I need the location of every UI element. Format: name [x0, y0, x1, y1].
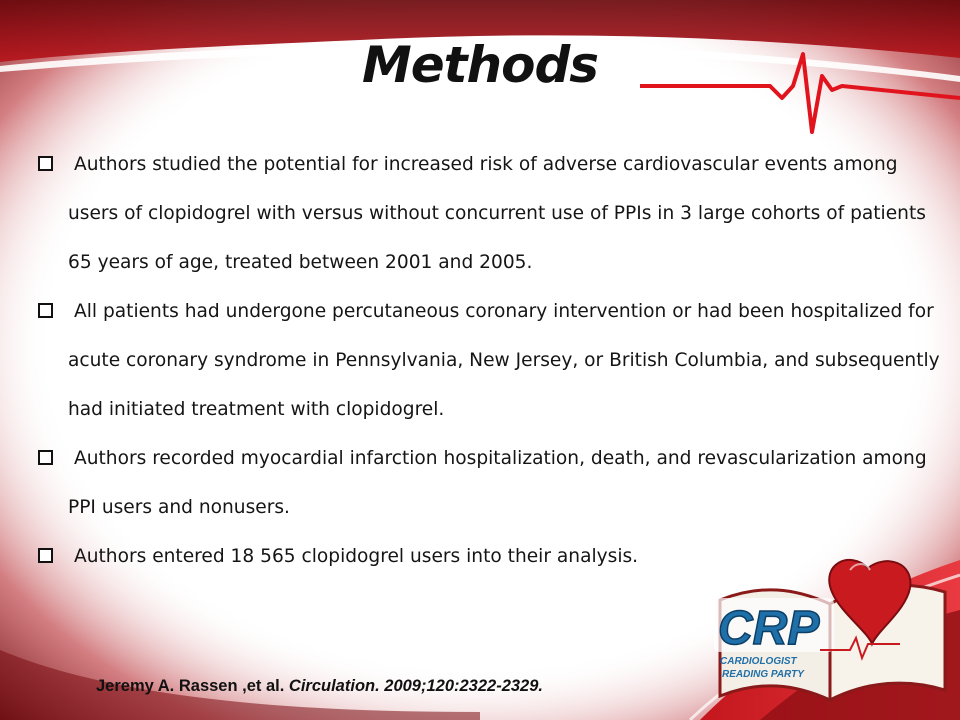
bullet-list: [36, 140, 940, 581]
bullet-text: Authors recorded myocardial infarction hospitalization, death, and revascularization among PPI users and nonusers.: [68, 448, 927, 518]
logo-subtitle-2: READING PARTY: [722, 669, 804, 680]
citation-journal: Circulation.: [288, 677, 380, 695]
bullet-item: [36, 434, 940, 532]
logo-subtitle-1: CARDIOLOGIST: [720, 656, 797, 667]
square-bullet-icon: [38, 548, 53, 563]
square-bullet-icon: [38, 156, 53, 171]
crp-logo: [700, 540, 960, 710]
bullet-text: Authors studied the potential for increased risk of adverse cardiovascular events among users of clopidogrel with versus without concurrent use of PPIs in 3 large cohorts of patients 65 years of age, treated between 2001 and 2005.: [68, 154, 926, 273]
square-bullet-icon: [38, 450, 53, 465]
citation: [96, 677, 543, 696]
slide-title: Methods: [361, 36, 599, 94]
square-bullet-icon: [38, 303, 53, 318]
citation-authors: Jeremy A. Rassen ,et al.: [96, 677, 285, 695]
logo-text: CRP: [718, 602, 820, 655]
bullet-item: [36, 287, 940, 434]
bullet-text: Authors entered 18 565 clopidogrel users into their analysis.: [74, 546, 639, 567]
citation-reference: 2009;120:2322-2329.: [384, 677, 543, 695]
bullet-item: [36, 140, 940, 287]
bullet-text: All patients had undergone percutaneous coronary intervention or had been hospitalized for acute coronary syndrome in Pennsylvania, New Jersey, or British Columbia, and subsequently had initiated treatment with clopidogrel.: [68, 301, 940, 420]
